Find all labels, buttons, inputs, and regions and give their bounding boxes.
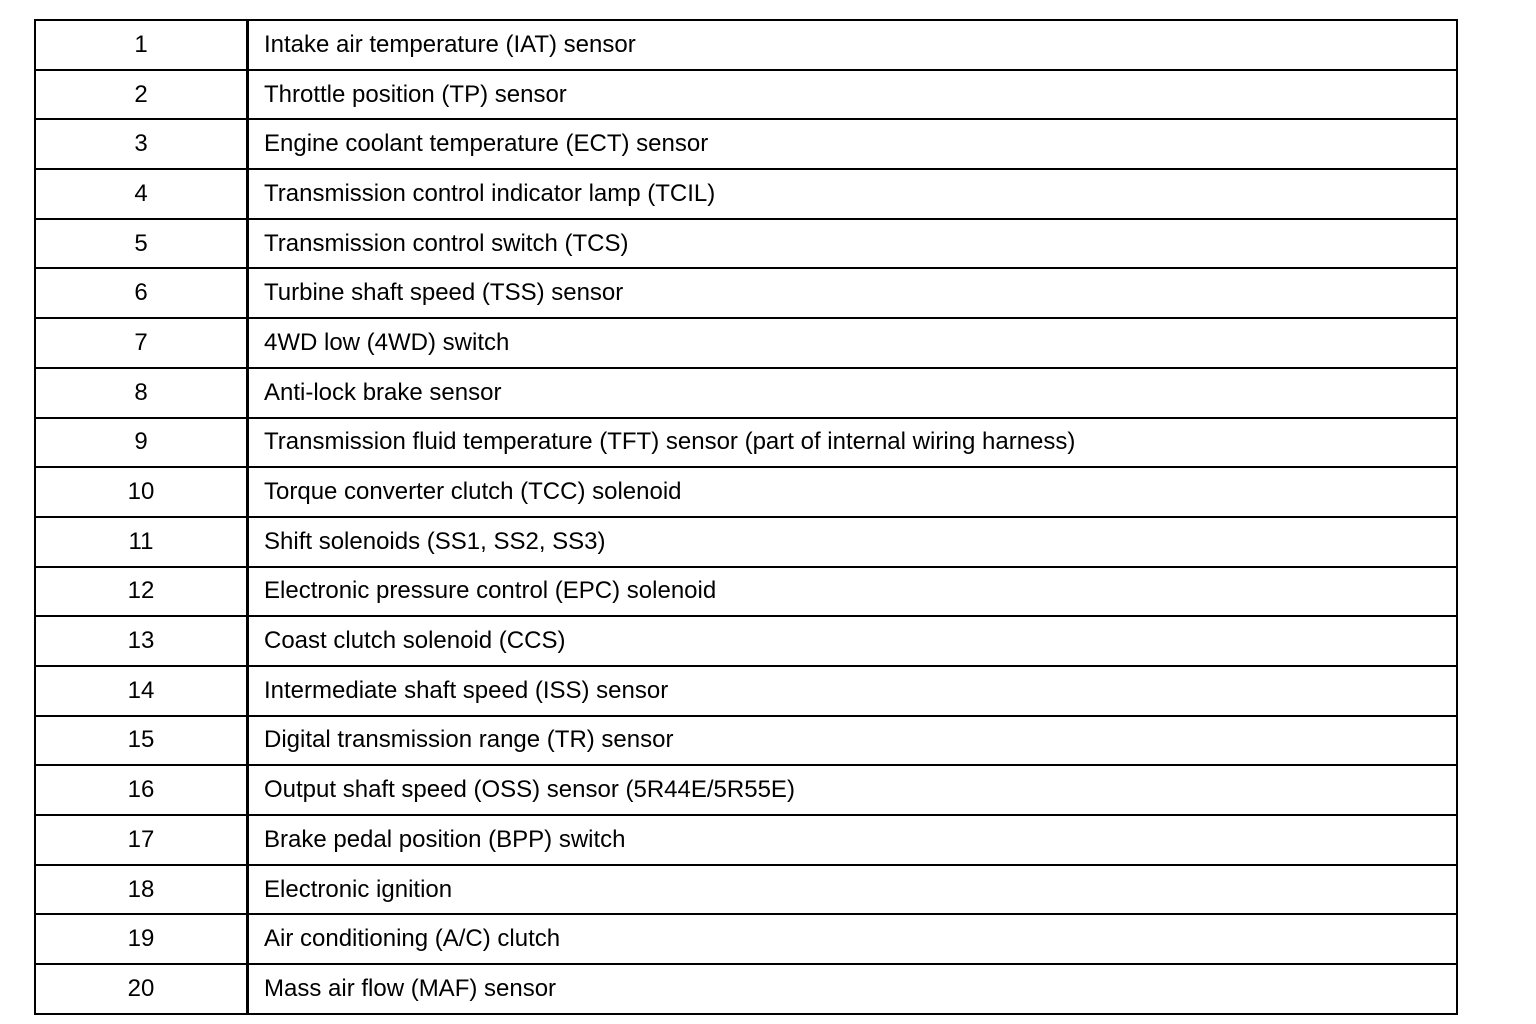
item-number: 14 (35, 666, 248, 716)
item-description: Intake air temperature (IAT) sensor (248, 20, 1458, 70)
item-number: 20 (35, 964, 248, 1014)
item-number: 19 (35, 914, 248, 964)
item-description: Transmission fluid temperature (TFT) sensor (part of internal wiring harness) (248, 418, 1458, 468)
table-row (35, 119, 1457, 169)
item-description: Anti-lock brake sensor (248, 368, 1458, 418)
table-row (35, 914, 1457, 964)
item-description: Electronic pressure control (EPC) solenoid (248, 567, 1458, 617)
item-description: Digital transmission range (TR) sensor (248, 716, 1458, 766)
table-row (35, 169, 1457, 219)
table-row (35, 517, 1457, 567)
table-row (35, 716, 1457, 766)
item-description: Engine coolant temperature (ECT) sensor (248, 119, 1458, 169)
table-row (35, 418, 1457, 468)
item-number: 13 (35, 616, 248, 666)
item-number: 16 (35, 765, 248, 815)
table-row (35, 765, 1457, 815)
item-description: Torque converter clutch (TCC) solenoid (248, 467, 1458, 517)
table-row (35, 567, 1457, 617)
item-description: Mass air flow (MAF) sensor (248, 964, 1458, 1014)
item-number: 8 (35, 368, 248, 418)
item-description: Shift solenoids (SS1, SS2, SS3) (248, 517, 1458, 567)
item-number: 10 (35, 467, 248, 517)
item-description: Intermediate shaft speed (ISS) sensor (248, 666, 1458, 716)
item-number: 11 (35, 517, 248, 567)
legend-table-body (35, 20, 1457, 1014)
table-row (35, 368, 1457, 418)
item-number: 7 (35, 318, 248, 368)
table-row (35, 666, 1457, 716)
item-description: Transmission control indicator lamp (TCIL) (248, 169, 1458, 219)
table-row (35, 865, 1457, 915)
item-description: Air conditioning (A/C) clutch (248, 914, 1458, 964)
item-number: 6 (35, 268, 248, 318)
item-number: 18 (35, 865, 248, 915)
table-row (35, 70, 1457, 120)
table-row (35, 20, 1457, 70)
item-description: 4WD low (4WD) switch (248, 318, 1458, 368)
table-row (35, 467, 1457, 517)
item-description: Transmission control switch (TCS) (248, 219, 1458, 269)
item-number: 15 (35, 716, 248, 766)
item-number: 3 (35, 119, 248, 169)
item-number: 4 (35, 169, 248, 219)
table-row (35, 964, 1457, 1014)
table-row (35, 318, 1457, 368)
item-description: Coast clutch solenoid (CCS) (248, 616, 1458, 666)
table-row (35, 268, 1457, 318)
item-number: 2 (35, 70, 248, 120)
table-row (35, 219, 1457, 269)
table-row (35, 616, 1457, 666)
item-description: Output shaft speed (OSS) sensor (5R44E/5R55E) (248, 765, 1458, 815)
item-number: 9 (35, 418, 248, 468)
item-description: Electronic ignition (248, 865, 1458, 915)
item-number: 1 (35, 20, 248, 70)
item-number: 12 (35, 567, 248, 617)
item-description: Throttle position (TP) sensor (248, 70, 1458, 120)
table-row (35, 815, 1457, 865)
item-number: 5 (35, 219, 248, 269)
item-description: Brake pedal position (BPP) switch (248, 815, 1458, 865)
item-number: 17 (35, 815, 248, 865)
component-legend-table (34, 19, 1458, 1015)
item-description: Turbine shaft speed (TSS) sensor (248, 268, 1458, 318)
